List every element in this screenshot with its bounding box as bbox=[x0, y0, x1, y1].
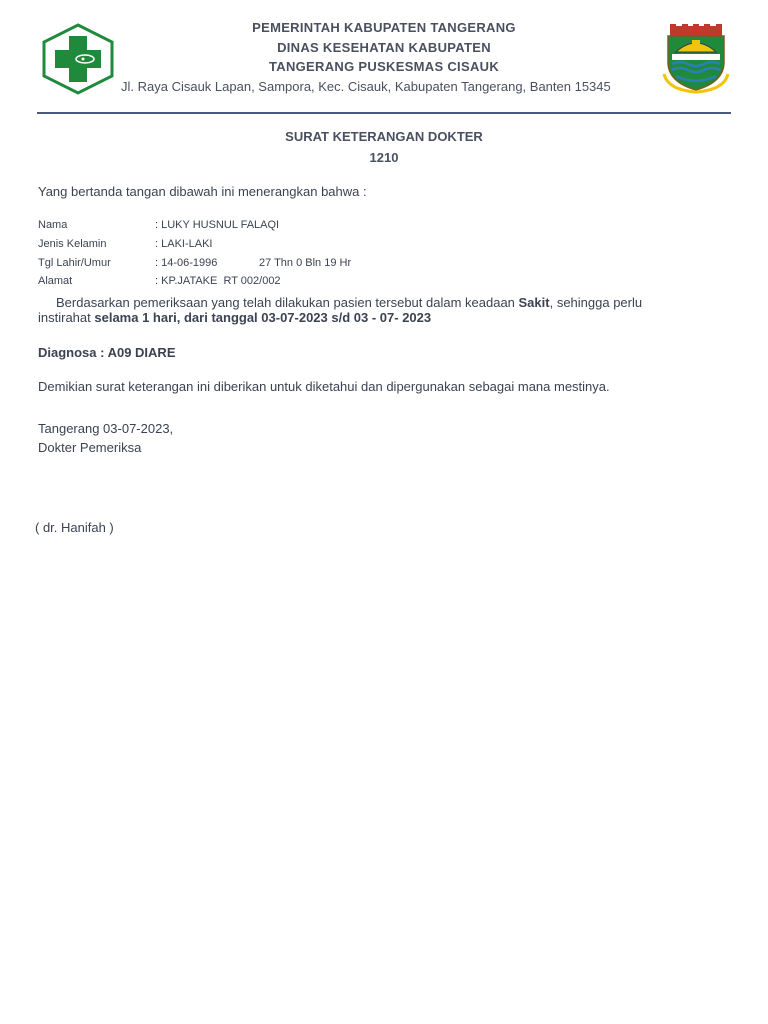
field-label-birthdate: Tgl Lahir/Umur bbox=[38, 257, 111, 269]
field-value-birthdate: : 14-06-1996 bbox=[155, 257, 218, 269]
header-government: PEMERINTAH KABUPATEN TANGERANG bbox=[252, 20, 516, 35]
header-address: Jl. Raya Cisauk Lapan, Sampora, Kec. Cisauk, Kabupaten Tangerang, Banten 15345 bbox=[121, 79, 611, 94]
field-value-name: : LUKY HUSNUL FALAQI bbox=[155, 219, 280, 231]
field-value-age: 27 Thn 0 Bln 19 Hr bbox=[259, 257, 352, 269]
document-title: SURAT KETERANGAN DOKTER bbox=[285, 129, 483, 144]
field-value-address: : KP.JATAKE RT 002/002 bbox=[155, 275, 281, 287]
place-date: Tangerang 03-07-2023, bbox=[38, 421, 174, 436]
header-health-office: DINAS KESEHATAN KABUPATEN bbox=[277, 40, 491, 55]
body-line-2 bbox=[38, 310, 431, 325]
document-number: 1210 bbox=[369, 150, 399, 165]
body-text-part1: Berdasarkan pemeriksaan yang telah dilakukan pasien tersebut dalam keadaan bbox=[56, 295, 519, 310]
body-duration: selama 1 hari, dari tanggal 03-07-2023 s/d 03 - 07- 2023 bbox=[94, 310, 432, 325]
signer-role: Dokter Pemeriksa bbox=[38, 440, 142, 455]
field-value-gender: : LAKI-LAKI bbox=[155, 238, 213, 250]
header-divider bbox=[37, 112, 731, 114]
diagnosis: Diagnosa : A09 DIARE bbox=[38, 345, 176, 360]
body-text-part3: instirahat bbox=[38, 310, 95, 325]
field-label-address: Alamat bbox=[38, 275, 73, 287]
signer-name: ( dr. Hanifah ) bbox=[35, 520, 114, 535]
body-text-part2: , sehingga perlu bbox=[549, 295, 643, 310]
body-line-1 bbox=[56, 295, 642, 310]
body-status: Sakit bbox=[518, 295, 550, 310]
field-label-name: Nama bbox=[38, 219, 68, 231]
header-puskesmas: TANGERANG PUSKESMAS CISAUK bbox=[268, 59, 500, 74]
field-label-gender: Jenis Kelamin bbox=[38, 238, 107, 250]
intro-text: Yang bertanda tangan dibawah ini menerangkan bahwa : bbox=[38, 184, 367, 199]
closing-statement: Demikian surat keterangan ini diberikan untuk diketahui dan dipergunakan sebagai mana mestinya. bbox=[38, 379, 610, 394]
